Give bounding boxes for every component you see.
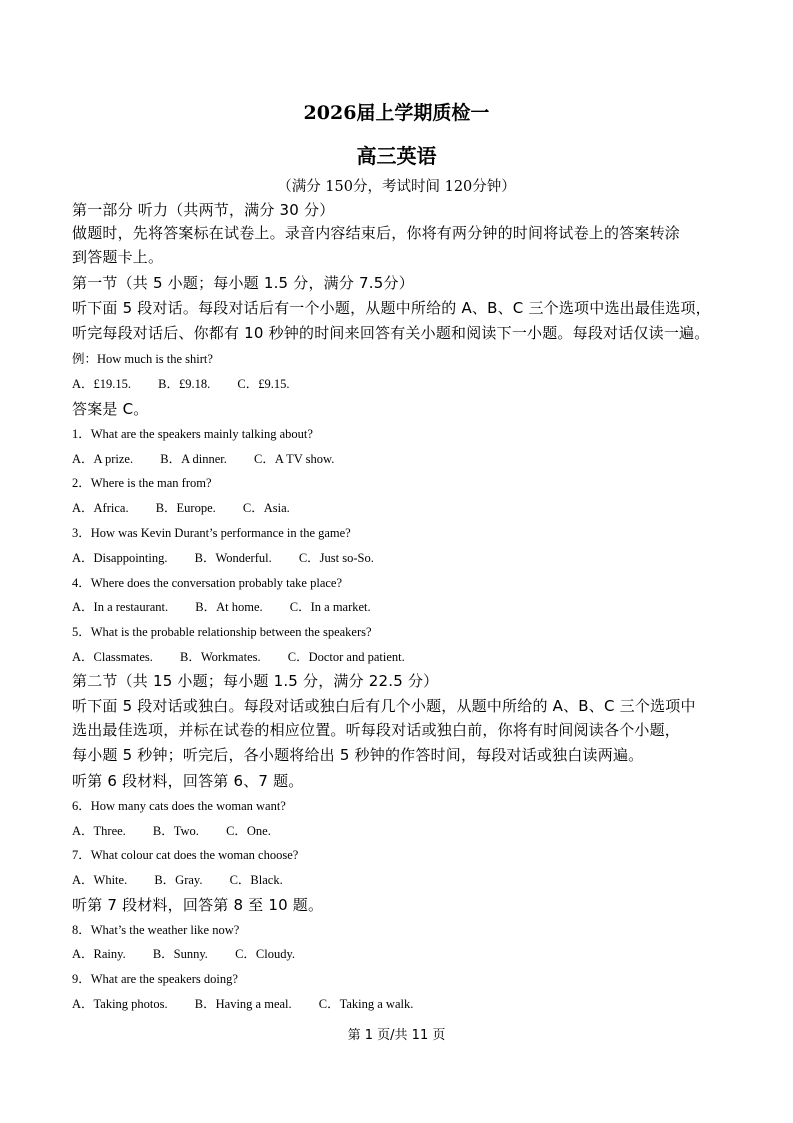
option-b: B．A dinner.	[160, 452, 227, 466]
exam-title: 2026届上学期质检一	[303, 102, 490, 124]
option-b: B．Gray.	[154, 873, 203, 887]
option-b: B．£9.18.	[158, 377, 211, 391]
option-a: A．Taking photos.	[72, 997, 168, 1011]
option-c: C．In a market.	[289, 600, 371, 614]
option-b: B．Two.	[152, 824, 199, 838]
exam-note: （满分 150分，考试时间 120分钟）	[277, 179, 516, 195]
option-b: B．At home.	[195, 600, 263, 614]
question-2: 2．Where is the man from?	[72, 476, 212, 490]
option-b: B．Having a meal.	[194, 997, 292, 1011]
option-c: C．£9.15.	[237, 377, 290, 391]
option-a: A．Three.	[72, 824, 126, 838]
question-5-options	[72, 647, 429, 665]
question-7-options	[72, 870, 307, 888]
question-1: 1．What are the speakers mainly talking about?	[72, 427, 313, 441]
subject-title: 高三英语	[356, 144, 437, 168]
example-answer: 答案是 C。	[72, 400, 149, 418]
question-5: 5．What is the probable relationship between the speakers?	[72, 625, 372, 639]
option-c: C．One.	[226, 824, 271, 838]
question-6-options	[72, 821, 295, 839]
option-a: A．In a restaurant.	[72, 600, 169, 614]
section1-heading: 第一节（共 5 小题；每小题 1.5 分，满分 7.5分）	[72, 274, 414, 292]
option-a: A．£19.15.	[72, 377, 132, 391]
question-8: 8．What’s the weather like now?	[72, 923, 240, 937]
material-7-heading: 听第 7 段材料，回答第 8 至 10 题。	[72, 896, 324, 914]
question-7: 7．What colour cat does the woman choose?	[72, 848, 299, 862]
option-a: A．White.	[72, 873, 128, 887]
material-6-heading: 听第 6 段材料，回答第 6、7 题。	[72, 772, 304, 790]
section2-instruction-1: 听下面 5 段对话或独白。每段对话或独白后有几个小题，从题中所给的 A、B、C 三个选项中	[72, 697, 696, 715]
example-question: 例：How much is the shirt?	[72, 352, 213, 366]
option-c: C．Cloudy.	[235, 947, 296, 961]
question-2-options	[72, 498, 314, 516]
option-a: A．Disappointing.	[72, 551, 168, 565]
question-4: 4．Where does the conversation probably take place?	[72, 576, 343, 590]
question-8-options	[72, 944, 319, 962]
part1-instruction-1: 做题时，先将答案标在试卷上。录音内容结束后，你将有两分钟的时间将试卷上的答案转涂	[72, 224, 681, 242]
option-b: B．Sunny.	[152, 947, 208, 961]
question-4-options	[72, 597, 395, 615]
option-b: B．Workmates.	[180, 650, 261, 664]
section1-instruction-2: 听完每段对话后、你都有 10 秒钟的时间来回答有关小题和阅读下一小题。每段对话仅读一遍。	[72, 324, 710, 342]
question-3: 3．How was Kevin Durant’s performance in the game?	[72, 526, 351, 540]
option-a: A．Rainy.	[72, 947, 126, 961]
option-b: B．Europe.	[155, 501, 216, 515]
question-9-options	[72, 994, 437, 1012]
part1-instruction-2: 到答题卡上。	[72, 248, 164, 266]
option-c: C．A TV show.	[254, 452, 335, 466]
section2-instruction-2: 选出最佳选项，并标在试卷的相应位置。听每段对话或独白前，你将有时间阅读各个小题，	[72, 721, 681, 739]
part1-heading: 第一部分 听力（共两节，满分 30 分）	[72, 201, 335, 219]
option-c: C．Just so-So.	[298, 551, 374, 565]
option-c: C．Black.	[229, 873, 283, 887]
option-a: A．A prize.	[72, 452, 134, 466]
section2-instruction-3: 每小题 5 秒钟；听完后，各小题将给出 5 秒钟的作答时间，每段对话或独白读两遍。	[72, 746, 644, 764]
section2-heading: 第二节（共 15 小题；每小题 1.5 分，满分 22.5 分）	[72, 672, 439, 690]
example-options	[72, 374, 313, 392]
option-a: A．Classmates.	[72, 650, 153, 664]
option-c: C．Taking a walk.	[318, 997, 414, 1011]
question-9: 9．What are the speakers doing?	[72, 972, 238, 986]
section1-instruction-1: 听下面 5 段对话。每段对话后有一个小题，从题中所给的 A、B、C 三个选项中选出最佳选项，	[72, 299, 711, 317]
option-c: C．Asia.	[242, 501, 290, 515]
option-b: B．Wonderful.	[194, 551, 272, 565]
option-a: A．Africa.	[72, 501, 129, 515]
question-1-options	[72, 449, 358, 467]
question-6: 6．How many cats does the woman want?	[72, 799, 286, 813]
option-c: C．Doctor and patient.	[287, 650, 405, 664]
page-footer: 第 1 页/共 11 页	[347, 1028, 446, 1043]
question-3-options	[72, 548, 398, 566]
